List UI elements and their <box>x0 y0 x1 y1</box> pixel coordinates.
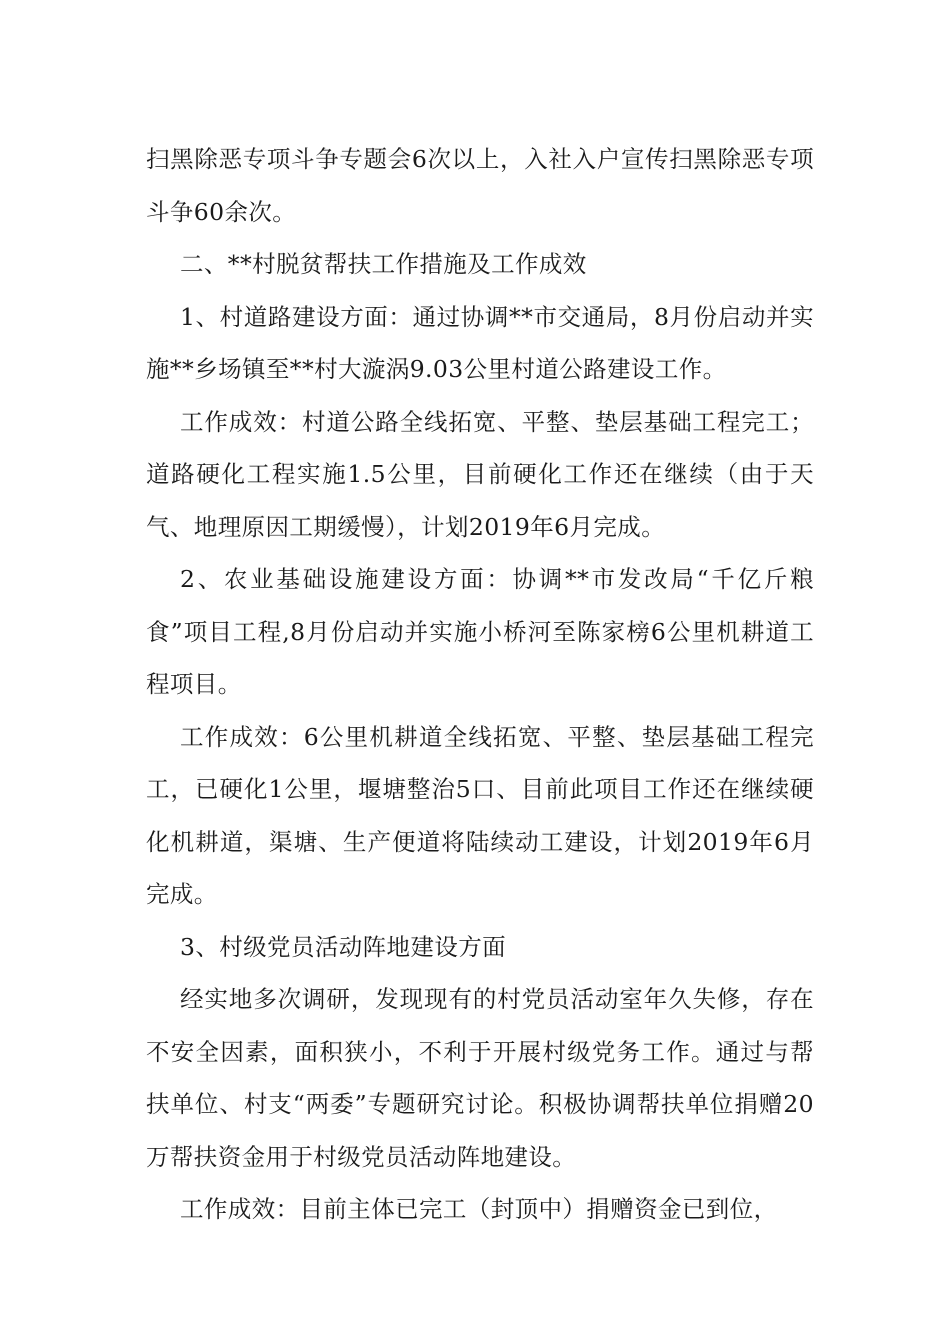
paragraph-continuation: 扫黑除恶专项斗争专题会6次以上，入社入户宣传扫黑除恶专项斗争60余次。 <box>146 145 814 226</box>
paragraph-road-results: 工作成效：村道公路全线拓宽、平整、垫层基础工程完工；道路硬化工程实施1.5公里，目前硬化工作还在继续（由于天气、地理原因工期缓慢），计划2019年6月完成。 <box>146 407 814 541</box>
section-heading-two: 二、**村脱贫帮扶工作措施及工作成效 <box>180 250 587 278</box>
paragraph-agriculture-infrastructure: 2、农业基础设施建设方面：协调**市发改局“千亿斤粮食”项目工程,8月份启动并实施小桥河至陈家榜6公里机耕道工程项目。 <box>146 565 814 698</box>
paragraph-agriculture-results: 工作成效：6公里机耕道全线拓宽、平整、垫层基础工程完工，已硬化1公里，堰塘整治5口、目前此项目工作还在继续硬化机耕道，渠塘、生产便道将陆续动工建设，计划2019年6月完成。 <box>146 722 814 908</box>
paragraph-party-venue-research: 经实地多次调研，发现现有的村党员活动室年久失修，存在不安全因素，面积狭小，不利于开展村级党务工作。通过与帮扶单位、村支“两委”专题研究讨论。积极协调帮扶单位捐赠20万帮扶资金用于村级党员活动阵地建设。 <box>146 985 814 1171</box>
document-body <box>146 133 814 1236</box>
paragraph-party-venue-results: 工作成效：目前主体已完工（封顶中）捐赠资金已到位， <box>180 1195 778 1223</box>
paragraph-road-construction: 1、村道路建设方面：通过协调**市交通局，8月份启动并实施**乡场镇至**村大漩涡9.03公里村道公路建设工作。 <box>146 302 814 383</box>
paragraph-party-venue-heading: 3、村级党员活动阵地建设方面 <box>180 932 507 961</box>
